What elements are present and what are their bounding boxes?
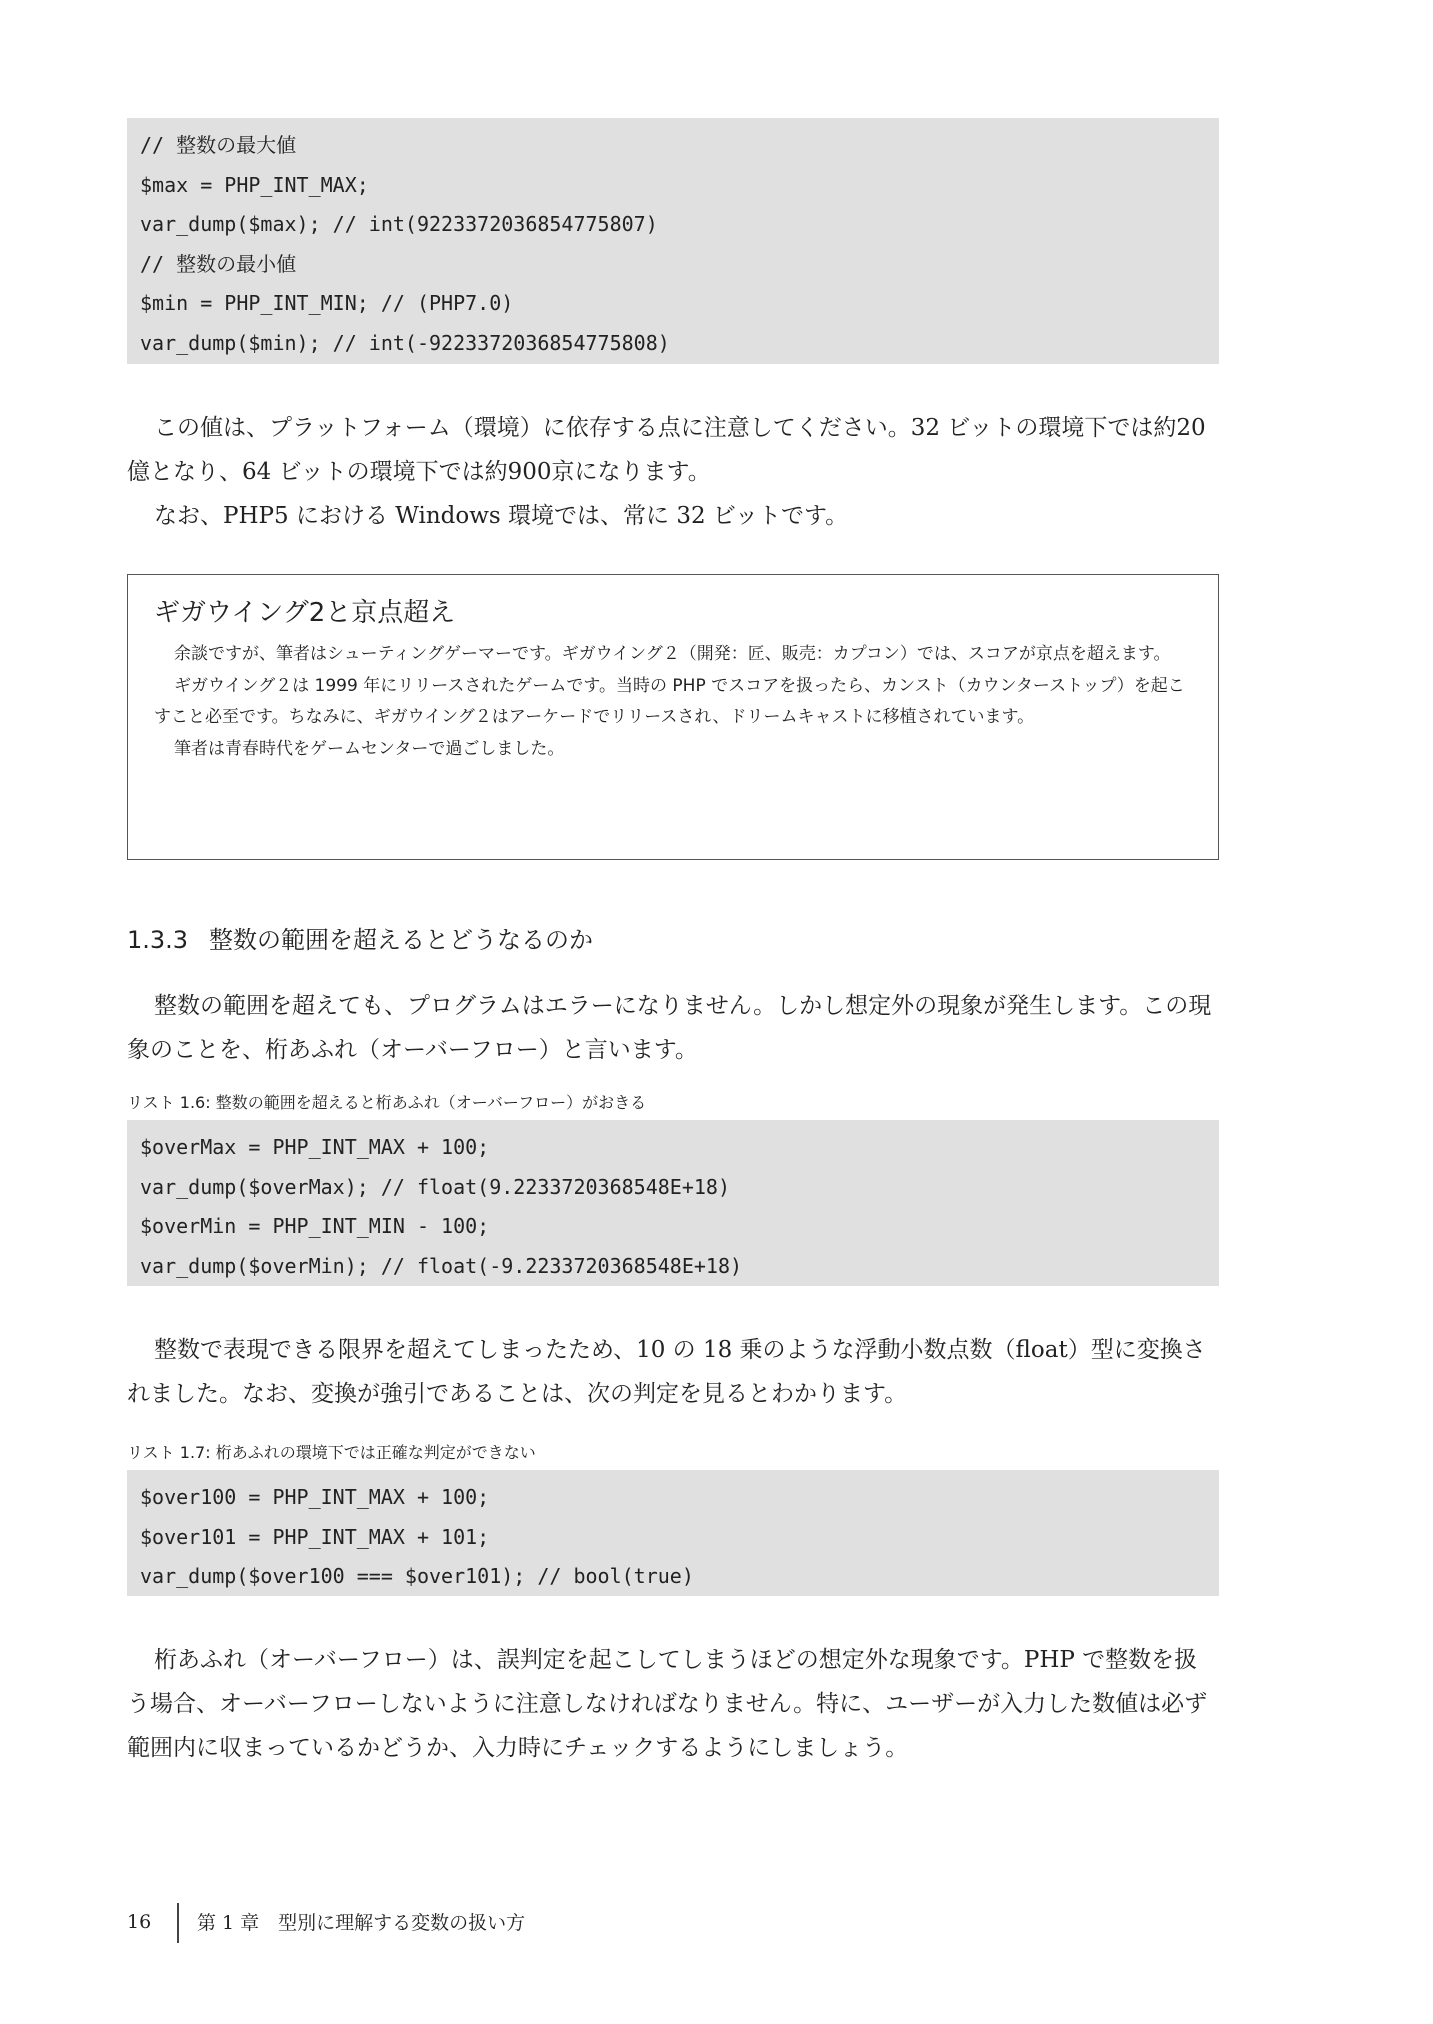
page-number: 16 <box>127 1911 152 1933</box>
code-block-int-limits <box>127 118 1219 364</box>
code-line: var_dump($overMax); // float(9.2233720368548E+18) <box>140 1174 731 1199</box>
paragraph-text: 整数で表現できる限界を超えてしまったため、10 の 18 乗のような浮動小数点数（float）型に変換されました。なお、変換が強引であることは、次の判定を見るとわかります。 <box>127 1337 1206 1407</box>
footer-divider <box>177 1903 179 1943</box>
code-line: var_dump($min); // int(-9223372036854775808) <box>140 330 670 355</box>
code-line: var_dump($over100 === $over101); // bool(true) <box>140 1564 694 1589</box>
code-line: $min = PHP_INT_MIN; // (PHP7.0) <box>140 291 514 316</box>
code-line: $overMin = PHP_INT_MIN - 100; <box>140 1214 490 1239</box>
code-line: var_dump($overMin); // float(-9.2233720368548E+18) <box>140 1253 743 1278</box>
column-box <box>127 574 1219 860</box>
chapter-title: 第 1 章 型別に理解する変数の扱い方 <box>197 1912 526 1934</box>
column-paragraph: 余談ですが、筆者はシューティングゲーマーです。ギガウイング２（開発：匠、販売：カプコン）では、スコアが京点を超えます。 <box>174 644 1171 664</box>
code-line: var_dump($max); // int(9223372036854775807) <box>140 212 658 237</box>
section-title: 整数の範囲を超えるとどうなるのか <box>209 926 593 954</box>
code-line: $overMax = PHP_INT_MAX + 100; <box>140 1135 490 1159</box>
column-title: ギガウイング2と京点超え <box>154 598 456 628</box>
column-body <box>154 639 1192 765</box>
page-footer <box>127 1900 525 1944</box>
paragraph-text: なお、PHP5 における Windows 環境では、常に 32 ビットです。 <box>154 503 849 529</box>
code-line: $over101 = PHP_INT_MAX + 101; <box>140 1524 490 1549</box>
body-paragraph-float-conversion <box>127 1328 1219 1416</box>
body-paragraph-overflow-intro <box>127 984 1219 1072</box>
paragraph-text: 桁あふれ（オーバーフロー）は、誤判定を起こしてしまうほどの想定外な現象です。PHP で整数を扱う場合、オーバーフローしないように注意しなければなりません。特に、ユーザーが入力した数値は必ず範囲内に収まっているかどうか、入力時にチェックするようにしましょう。 <box>127 1647 1208 1761</box>
column-paragraph: ギガウイング２は 1999 年にリリースされたゲームです。当時の PHP でスコアを扱ったら、カンスト（カウンターストップ）を起こすこと必至です。ちなみに、ギガウイング２はアーケードでリリースされ、ドリームキャストに移植されています。 <box>154 675 1185 727</box>
listing-caption: リスト 1.7: 桁あふれの環境下では正確な判定ができない <box>127 1443 536 1462</box>
paragraph-text: この値は、プラットフォーム（環境）に依存する点に注意してください。32 ビットの環境下では約20億となり、64 ビットの環境下では約900京になります。 <box>127 415 1206 485</box>
code-line: $max = PHP_INT_MAX; <box>140 172 369 197</box>
code-block-listing-1-6 <box>127 1120 1219 1286</box>
column-paragraph: 筆者は青春時代をゲームセンターで過ごしました。 <box>174 738 565 759</box>
listing-caption: リスト 1.6: 整数の範囲を超えると桁あふれ（オーバーフロー）がおきる <box>127 1093 647 1112</box>
section-heading <box>127 920 593 960</box>
code-line: // 整数の最大値 <box>140 133 297 157</box>
section-number: 1.3.3 <box>127 926 189 954</box>
body-paragraph-platform <box>127 406 1219 538</box>
code-line: // 整数の最小値 <box>140 251 297 276</box>
code-line: $over100 = PHP_INT_MAX + 100; <box>140 1485 490 1509</box>
body-paragraph-overflow-warning <box>127 1638 1219 1770</box>
code-block-listing-1-7 <box>127 1470 1219 1596</box>
paragraph-text: 整数の範囲を超えても、プログラムはエラーになりません。しかし想定外の現象が発生します。この現象のことを、桁あふれ（オーバーフロー）と言います。 <box>127 993 1212 1063</box>
